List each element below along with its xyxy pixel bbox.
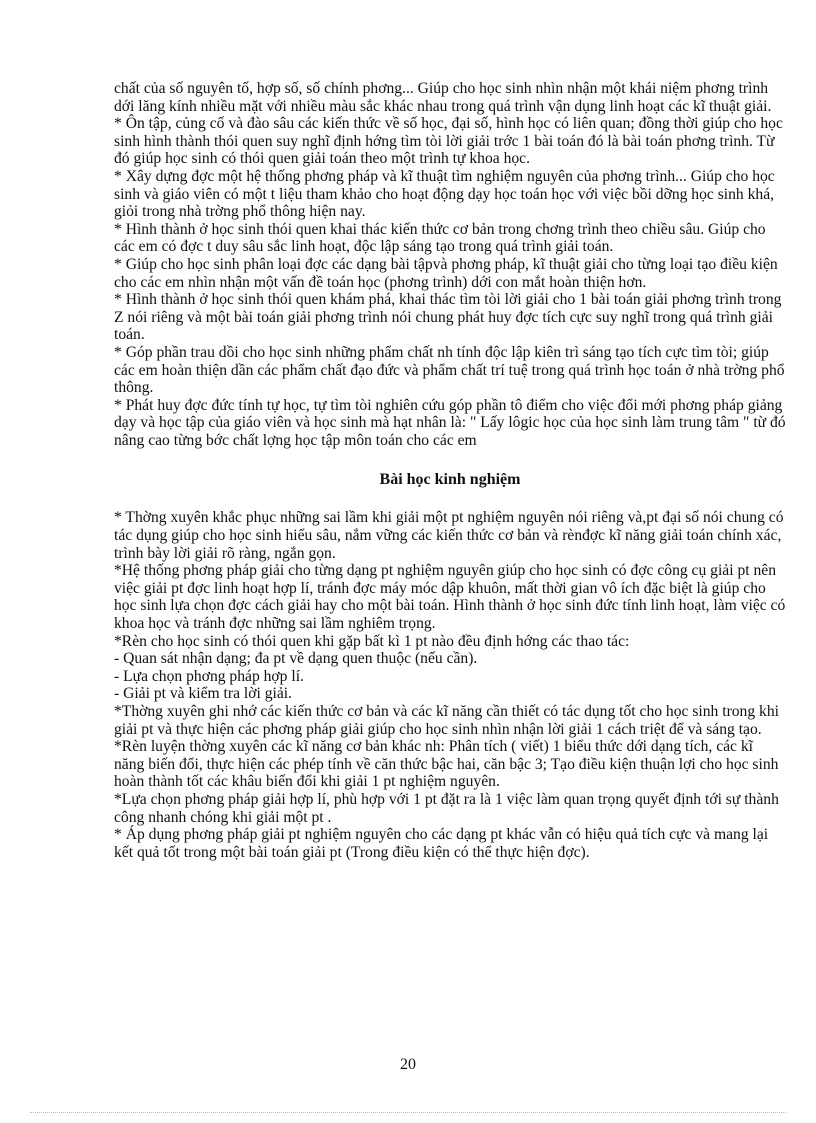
paragraph: * Hình thành ở học sinh thói quen khám phá, khai thác tìm tòi lời giải cho 1 bài toán giải phơng trình trong Z nói riêng và một bài toán giải phơng trình nói chung phát huy đợc tích cực suy nghĩ trong quá trình giải toán. <box>114 291 782 344</box>
lessons-section <box>114 509 786 861</box>
list-item: - Giải pt và kiểm tra lời giải. <box>114 685 292 703</box>
paragraph: *Rèn cho học sinh có thói quen khi gặp bất kì 1 pt nào đều định hớng các thao tác: <box>114 632 630 650</box>
paragraph: * Hình thành ở học sinh thói quen khai thác kiến thức cơ bản trong chơng trình theo chiều sâu. Giúp cho các em có đợc t duy sâu sắc linh hoạt, độc lập sáng tạo trong quá trình giải toán. <box>114 220 766 256</box>
paragraph: *Thờng xuyên ghi nhớ các kiến thức cơ bản và các kĩ năng cần thiết có tác dụng tốt cho học sinh trong khi giải pt và thực hiện các phơng pháp giải giúp cho học sinh nhìn nhận lời giải 1 cách triệt để và sáng tạo. <box>114 703 779 738</box>
paragraph: * Góp phần trau dồi cho học sinh những phẩm chất nh tính độc lập kiên trì sáng tạo tích cực tìm tòi; giúp các em hoàn thiện dần các phẩm chất đạo đức và phẩm chất trí tuệ trong quá trình học toán ở nhà trờng phổ thông. <box>114 343 785 397</box>
benefits-section <box>114 80 786 449</box>
paragraph: *Rèn luyện thờng xuyên các kĩ năng cơ bản khác nh: Phân tích ( viết) 1 biểu thức dới dạng tích, các kĩ năng biến đổi, thực hiện các phép tính về căn thức bậc hai, căn bậc 3; Tạo điều kiện thuận lợi cho học sinh hoàn thành tốt các khâu biến đổi khi giải 1 pt nghiệm nguyên. <box>114 738 779 791</box>
paragraph: chất của số nguyên tố, hợp số, số chính phơng... Giúp cho học sinh nhìn nhận một khái niệm phơng trình dới lăng kính nhiều mặt với nhiều màu sắc khác nhau trong quá trình vận dụng linh hoạt các kĩ thuật giải. <box>114 80 772 115</box>
page-number: 20 <box>400 1056 416 1073</box>
paragraph: * Thờng xuyên khắc phục những sai lầm khi giải một pt nghiệm nguyên nói riêng và,pt đại số nói chung có tác dụng giúp cho học sinh hiểu sâu, nắm vững các kiến thức cơ bản và rènđợc kĩ năng giải toán chính xác, trình bày lời giải rõ ràng, ngắn gọn. <box>114 509 784 562</box>
paragraph: * Xây dựng đợc một hệ thống phơng pháp và kĩ thuật tìm nghiệm nguyên của phơng trình... Giúp cho học sinh và giáo viên có một t liệu tham khảo cho hoạt động dạy học toán học với việc bồi dỡng học sinh khá, giỏi trong nhà trờng phổ thông hiện nay. <box>114 167 775 221</box>
paragraph: *Lựa chọn phơng pháp giải hợp lí, phù hợp với 1 pt đặt ra là 1 việc làm quan trọng quyết định tới sự thành công nhanh chóng khi giải một pt . <box>114 790 779 826</box>
page-footer-divider <box>30 1112 786 1113</box>
paragraph: * Áp dụng phơng pháp giải pt nghiệm nguyên cho các dạng pt khác vẫn có hiệu quả tích cực và mang lại kết quả tốt trong một bài toán giải pt (Trong điều kiện có thể thực hiện đợc). <box>114 826 769 861</box>
paragraph: * Phát huy đợc đức tính tự học, tự tìm tòi nghiên cứu góp phần tô điểm cho việc đổi mới phơng pháp giảng dạy và học tập của giáo viên và học sinh mà hạt nhân là: " Lấy lôgic học của học sinh làm trung tâm " từ đó nâng cao từng bớc chất lợng học tập môn toán cho các em <box>114 396 786 449</box>
document-body <box>114 80 786 861</box>
list-item: - Quan sát nhận dạng; đa pt về dạng quen thuộc (nếu cần). <box>114 650 478 668</box>
paragraph: * Ôn tập, củng cố và đào sâu các kiến thức về số học, đại số, hình học có liên quan; đồng thời giúp cho học sinh hình thành thói quen suy nghĩ định hớng tìm tòi lời giải trớc 1 bài toán đó là bài toán phơng trình. Từ đó giúp học sinh có thói quen giải toán theo một trình tự khoa học. <box>114 115 783 168</box>
paragraph: * Giúp cho học sinh phân loại đợc các dạng bài tậpvà phơng pháp, kĩ thuật giải cho từng loại tạo điều kiện cho các em nhìn nhận một vấn đề toán học (phơng trình) dới con mắt hoàn thiện hơn. <box>114 255 778 291</box>
section-heading: Bài học kinh nghiệm <box>379 471 521 489</box>
paragraph: *Hệ thống phơng pháp giải cho từng dạng pt nghiệm nguyên giúp cho học sinh có đợc công cụ giải pt nên việc giải pt đợc linh hoạt hợp lí, tránh đợc máy móc dập khuôn, mất thời gian vô ích đặc biệt là giúp cho học sinh lựa chọn đợc cách giải hay cho một bài toán. Hình thành ở học sinh đức tính linh hoạt, làm việc có khoa học và tránh đợc những sai lầm nghiêm trọng. <box>114 562 786 633</box>
list-item: - Lựa chọn phơng pháp hợp lí. <box>114 667 304 685</box>
